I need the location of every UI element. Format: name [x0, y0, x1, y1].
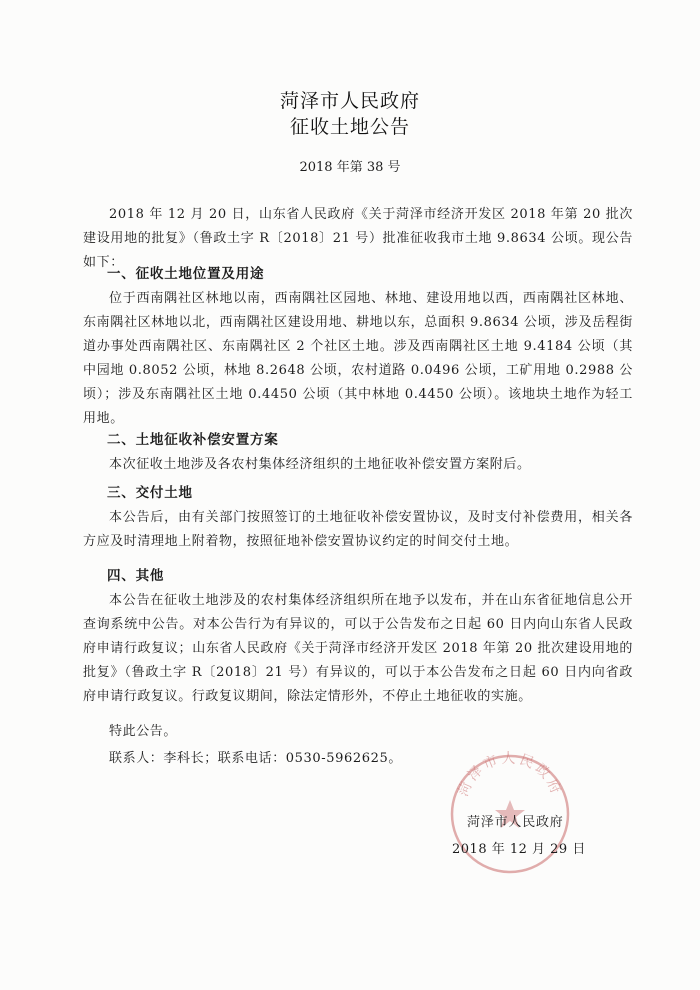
- section-4-heading: 四、其他: [107, 568, 165, 584]
- section-1-heading: 一、征收土地位置及用途: [107, 266, 265, 282]
- document-number: 2018 年第 38 号: [299, 160, 401, 175]
- signature-organization: 菏泽市人民政府: [467, 815, 564, 830]
- section-4-paragraph: 本公告在征收土地涉及的农村集体经济组织所在地予以发布，并在山东省征地信息公开查询系统中公告。对本公告行为有异议的，可以于公告发布之日起 60 日内向山东省人民政府申请行政复议；山东省人民政府《关于菏泽市经济开发区 2018 年第 20 批次建设用地的批复》（鲁政土字 R〔2018〕21 号）有异议的，可以于本公告发布之日起 60 日内向省政府申请行政复议。行政复议期间，除法定情形外，不停止土地征收的实施。: [83, 593, 633, 704]
- section-1-paragraph: 位于西南隅社区林地以南，西南隅社区园地、林地、建设用地以西，西南隅社区林地、东南隅社区林地以北，西南隅社区建设用地、耕地以东，总面积 9.8634 公顷，涉及岳程街道办事处西南隅社区、东南隅社区 2 个社区土地。涉及西南隅社区土地 9.4184 公顷（其中园地 0.8052 公顷，林地 8.2648 公顷，农村道路 0.0496 公顷，工矿用地 0.2988 公顷）；涉及东南隅社区土地 0.4450 公顷（其中林地 0.4450 公顷）。该地块土地作为轻工用地。: [83, 291, 633, 426]
- section-3-heading: 三、交付土地: [107, 485, 193, 501]
- section-2-paragraph: 本次征收土地涉及各农村集体经济组织的土地征收补偿安置方案附后。: [109, 457, 531, 472]
- seal-text: 菏泽市人民政府: [455, 750, 565, 799]
- contact-line: 联系人：李科长；联系电话：0530-5962625。: [109, 751, 402, 766]
- svg-text:菏泽市人民政府: [454, 751, 564, 799]
- section-3-paragraph: 本公告后，由有关部门按照签订的土地征收补偿安置协议，及时支付补偿费用，相关各方应及时清理地上附着物，按照征地补偿安置协议约定的时间交付土地。: [83, 510, 633, 549]
- section-2-heading: 二、土地征收补偿安置方案: [107, 432, 279, 448]
- closing-statement: 特此公告。: [109, 724, 178, 739]
- document-title: 征收土地公告: [289, 116, 410, 138]
- document-title-org: 菏泽市人民政府: [279, 90, 420, 112]
- signature-date: 2018 年 12 月 29 日: [452, 842, 586, 857]
- intro-paragraph: 2018 年 12 月 20 日，山东省人民政府《关于菏泽市经济开发区 2018 年第 20 批次建设用地的批复》（鲁政土字 R〔2018〕21 号）批准征收我市土地 9.8634 公顷。现公告如下：: [83, 207, 633, 270]
